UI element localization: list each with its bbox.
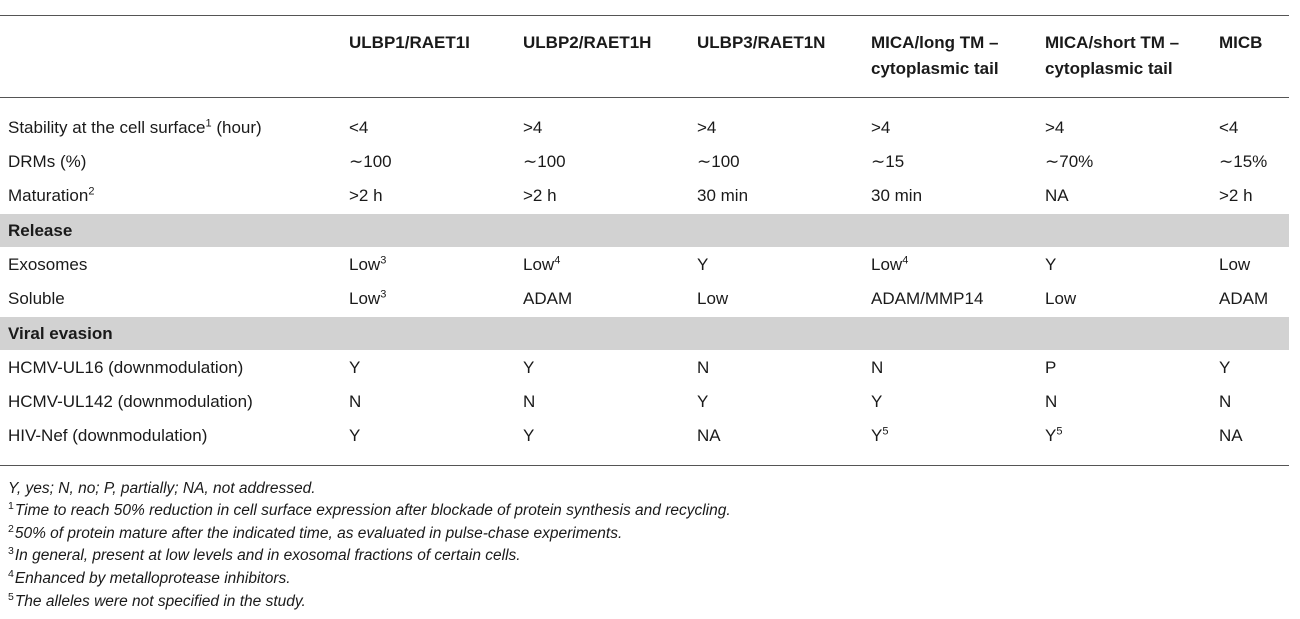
table-cell: ADAM: [523, 289, 573, 308]
table-cell: Low: [1045, 289, 1077, 308]
row-label-exosomes: Exosomes: [8, 255, 88, 274]
table-cell: NA: [697, 426, 721, 445]
table-cell: ∼100: [697, 152, 740, 171]
table-cell: Y: [1045, 255, 1057, 274]
row-label-stability: Stability at the cell surface$^1$ (hour): [8, 117, 262, 137]
table-cell: >2 h: [1219, 186, 1253, 205]
section-label-viral-evasion: Viral evasion: [8, 324, 113, 343]
footnote-5: $^5$The alleles were not specified in the study.: [8, 590, 306, 610]
footnote-3: $^3$In general, present at low levels and in exosomal fractions of certain cells.: [8, 544, 521, 564]
table-cell: N: [349, 392, 362, 411]
table-cell: N: [1045, 392, 1058, 411]
table-cell: Y: [871, 392, 883, 411]
table-cell: >4: [1045, 118, 1065, 137]
footnote-legend: Y, yes; N, no; P, partially; NA, not addressed.: [8, 480, 316, 497]
table-cell: 30 min: [697, 186, 749, 205]
section-band-viral-evasion: [0, 317, 1289, 350]
table-cell: N: [523, 392, 536, 411]
header-bottom-rule: [0, 97, 1289, 98]
table-cell: Y: [349, 426, 361, 445]
column-header-mica-short: [1045, 30, 1179, 82]
row-label-hcmv-ul142: HCMV-UL142 (downmodulation): [8, 392, 253, 411]
row-label-maturation: Maturation$^2$: [8, 185, 95, 205]
table-cell: ∼70%: [1045, 152, 1094, 171]
row-label-hiv-nef: HIV-Nef (downmodulation): [8, 426, 208, 445]
table-cell: ∼100: [349, 152, 392, 171]
table-cell: >2 h: [523, 186, 557, 205]
table-cell: Y: [1219, 358, 1231, 377]
table-cell: ∼15: [871, 152, 905, 171]
row-label-hcmv-ul16: HCMV-UL16 (downmodulation): [8, 358, 244, 377]
table-cell: ADAM: [1219, 289, 1269, 308]
section-band-release: [0, 214, 1289, 247]
table-cell: Low$^4$: [871, 254, 909, 274]
table-cell: Low$^3$: [349, 288, 387, 308]
table-cell: Low: [697, 289, 729, 308]
column-header-mica-long-line2: cytoplasmic tail: [871, 59, 999, 78]
table-cell: Y: [523, 426, 535, 445]
column-header-ulbp3: ULBP3/RAET1N: [697, 33, 826, 52]
table-top-rule: [0, 15, 1289, 16]
column-header-mica-short-line1: MICA/short TM –: [1045, 33, 1180, 52]
table-cell: $Y^5$: [1045, 425, 1063, 445]
table-cell: Y: [523, 358, 535, 377]
table-cell: <4: [349, 118, 369, 137]
table-cell: ∼15%: [1219, 152, 1268, 171]
row-label-drms: DRMs (%): [8, 152, 87, 171]
table-bottom-rule: [0, 465, 1289, 466]
table-cell: N: [871, 358, 884, 377]
table-cell: NA: [1219, 426, 1243, 445]
table-cell: 30 min: [871, 186, 923, 205]
footnote-4: $^4$Enhanced by metalloprotease inhibitors.: [8, 567, 291, 587]
table-cell: Y: [697, 392, 709, 411]
table-cell: >4: [523, 118, 543, 137]
column-header-micb: MICB: [1219, 33, 1263, 52]
table-cell: >4: [871, 118, 891, 137]
footnote-1: $^1$Time to reach 50% reduction in cell surface expression after blockade of protein synthesis and recycling.: [8, 499, 731, 519]
table-cell: NA: [1045, 186, 1069, 205]
table-cell: <4: [1219, 118, 1239, 137]
section-label-release: Release: [8, 221, 73, 240]
footnote-2: $^2$50% of protein mature after the indicated time, as evaluated in pulse-chase experiments.: [8, 522, 623, 542]
table-cell: ∼100: [523, 152, 566, 171]
row-label-soluble: Soluble: [8, 289, 65, 308]
table-cell: N: [697, 358, 710, 377]
table-cell: Y: [349, 358, 361, 377]
table-cell: Low$^3$: [349, 254, 387, 274]
table-cell: $Y^5$: [871, 425, 889, 445]
table-cell: >4: [697, 118, 717, 137]
table-cell: Low$^4$: [523, 254, 561, 274]
column-header-ulbp2: ULBP2/RAET1H: [523, 33, 652, 52]
column-header-mica-short-line2: cytoplasmic tail: [1045, 59, 1173, 78]
column-header-ulbp1: ULBP1/RAET1I: [349, 33, 470, 52]
table-cell: N: [1219, 392, 1232, 411]
table-cell: >2 h: [349, 186, 383, 205]
column-header-mica-long: [871, 30, 999, 82]
table-cell: ADAM/MMP14: [871, 289, 984, 308]
table-cell: Y: [697, 255, 709, 274]
table-cell: P: [1045, 358, 1057, 377]
table-cell: Low: [1219, 255, 1251, 274]
column-header-mica-long-line1: MICA/long TM –: [871, 33, 999, 52]
